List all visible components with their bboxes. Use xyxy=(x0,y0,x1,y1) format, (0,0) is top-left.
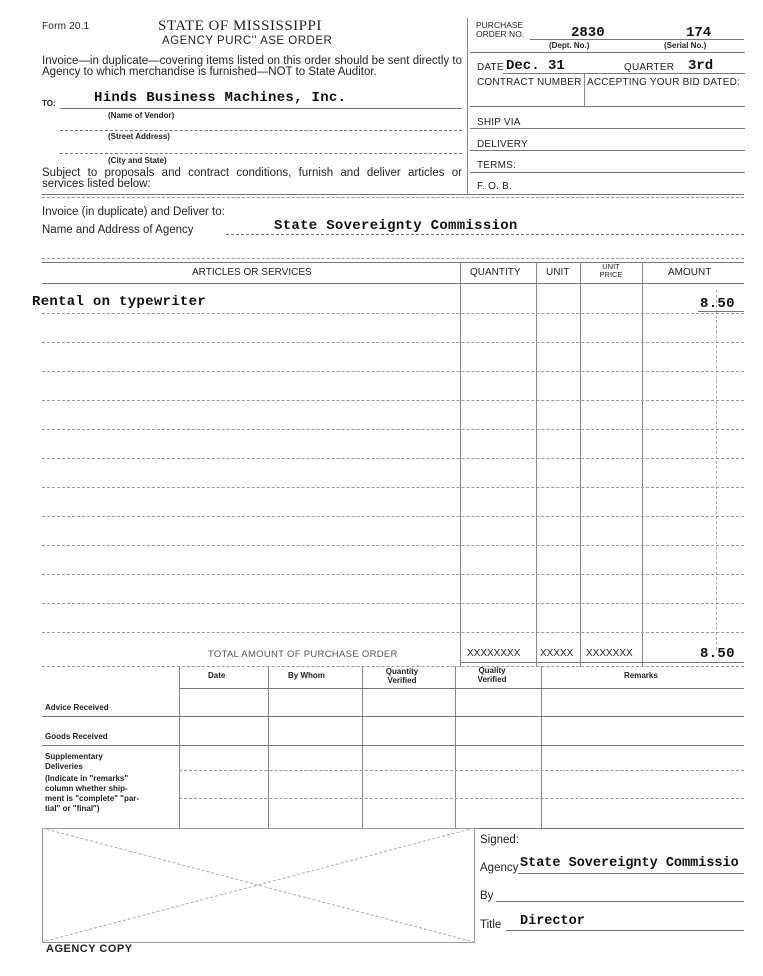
bid-label: ACCEPTING YOUR BID DATED: xyxy=(587,77,740,88)
quarter-label: QUARTER xyxy=(624,62,675,73)
sig-agency-label: Agency xyxy=(480,862,519,874)
deliver-agency: State Sovereignty Commission xyxy=(274,218,518,234)
total-qty: XXXXXXXX xyxy=(467,648,521,659)
total-label: TOTAL AMOUNT OF PURCHASE ORDER xyxy=(208,649,398,660)
articles-header: ARTICLES OR SERVICES xyxy=(192,267,312,278)
street-label: (Street Address) xyxy=(108,132,170,141)
supplementary-deliveries-label: Supplementary Deliveries xyxy=(45,752,103,771)
shipment-note: (Indicate in "remarks" column whether ship- ment is "complete" "par- tial" or "final") xyxy=(45,774,140,813)
agency-copy-label: AGENCY COPY xyxy=(46,943,133,955)
serial-label: (Serial No.) xyxy=(664,41,707,50)
by-label: By xyxy=(480,890,494,902)
item-article: Rental on typewriter xyxy=(32,294,207,310)
delivery-label: DELIVERY xyxy=(477,139,528,150)
conditions-text: Subject to proposals and contract conditions, furnish and deliver articles or services listed below: xyxy=(42,167,462,190)
total-price: XXXXXXX xyxy=(586,648,633,659)
terms-label: TERMS: xyxy=(477,160,516,171)
goods-received-label: Goods Received xyxy=(45,732,108,741)
deliver-instructions: Invoice (in duplicate) and Deliver to: xyxy=(42,206,225,218)
unit-header: UNIT xyxy=(546,267,570,278)
title-value: Director xyxy=(520,914,585,929)
invoice-instructions: Invoice—in duplicate—covering items listed on this order should be sent directly to Agency to which merchandise is furnished—NOT to State Auditor. xyxy=(42,55,462,78)
sig-agency-value: State Sovereignty Commissio xyxy=(520,856,739,871)
advice-received-label: Advice Received xyxy=(45,703,109,712)
po-label-1: PURCHASE xyxy=(476,20,524,30)
total-unit: XXXXX xyxy=(540,648,574,659)
serial-no: 174 xyxy=(686,25,712,41)
form-number: Form 20.1 xyxy=(42,21,90,32)
quality-verified-header: Quality Verified xyxy=(477,666,507,684)
dept-label: (Dept. No.) xyxy=(549,41,590,50)
po-label-2: ORDER NO. xyxy=(476,29,525,39)
date-label: DATE xyxy=(477,62,504,73)
amount-header: AMOUNT xyxy=(668,267,712,278)
city-label: (City and State) xyxy=(108,156,167,165)
date-value: Dec. 31 xyxy=(506,58,565,74)
quarter-value: 3rd xyxy=(688,58,714,74)
to-label: TO: xyxy=(42,99,56,108)
title-label: Title xyxy=(480,919,502,931)
by-whom-header: By Whom xyxy=(288,671,325,680)
agency-address-label: Name and Address of Agency xyxy=(42,224,194,236)
dept-no: 2830 xyxy=(571,25,605,41)
total-amount: 8.50 xyxy=(700,646,735,662)
order-title: AGENCY PURC'' ASE ORDER xyxy=(162,35,333,47)
contract-label: CONTRACT NUMBER xyxy=(477,77,582,88)
fob-label: F. O. B. xyxy=(477,181,512,192)
state-title: STATE OF MISSISSIPPI xyxy=(158,18,322,34)
date-header: Date xyxy=(208,671,226,680)
signed-label: Signed: xyxy=(480,834,520,846)
blank-crossed-box xyxy=(42,828,475,943)
vendor-name: Hinds Business Machines, Inc. xyxy=(94,90,347,106)
item-amount: 8.50 xyxy=(700,296,735,312)
unit-price-header: UNIT PRICE xyxy=(599,262,623,279)
quantity-header: QUANTITY xyxy=(470,267,521,278)
remarks-header: Remarks xyxy=(624,671,658,680)
vendor-name-label: (Name of Vendor) xyxy=(108,111,175,120)
ship-via-label: SHIP VIA xyxy=(477,117,521,128)
qty-verified-header: Quantity Verified xyxy=(385,667,419,685)
